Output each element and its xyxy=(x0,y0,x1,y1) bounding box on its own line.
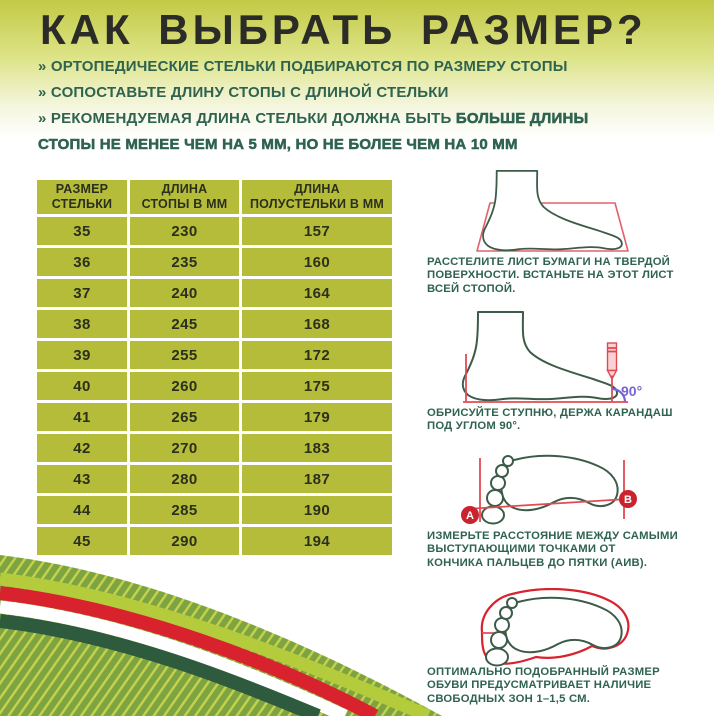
point-b-badge xyxy=(619,490,637,508)
bullet-item-2: » СОПОСТАВЬТЕ ДЛИНУ СТОПЫ С ДЛИНОЙ СТЕЛЬКИ xyxy=(38,84,449,101)
footprint-measure-icon xyxy=(452,452,654,532)
bullet-item-4: СТОПЫ НЕ МЕНЕЕ ЧЕМ НА 5 ММ, НО НЕ БОЛЕЕ ЧЕМ НА 10 ММ xyxy=(38,136,518,153)
table-cell: 42 xyxy=(37,434,127,462)
table-cell: 187 xyxy=(242,465,392,493)
table-cell: 183 xyxy=(242,434,392,462)
table-cell: 160 xyxy=(242,248,392,276)
table-header-foot-length: ДЛИНА СТОПЫ В ММ xyxy=(130,180,239,214)
bullet-item-3-strong: БОЛЬШЕ ДЛИНЫ xyxy=(455,110,589,127)
table-cell: 179 xyxy=(242,403,392,431)
bullet-item-1: » ОРТОПЕДИЧЕСКИЕ СТЕЛЬКИ ПОДБИРАЮТСЯ ПО РАЗМЕРУ СТОПЫ xyxy=(38,58,568,75)
table-cell: 157 xyxy=(242,217,392,245)
step-3-text: ИЗМЕРЬТЕ РАССТОЯНИЕ МЕЖДУ САМЫМИ ВЫСТУПАЮЩИМИ ТОЧКАМИ ОТ КОНЧИКА ПАЛЬЦЕВ ДО ПЯТКИ (АИВ). xyxy=(427,530,678,569)
table-cell: 168 xyxy=(242,310,392,338)
angle-label: 90° xyxy=(621,383,643,399)
bullet-list xyxy=(38,54,698,158)
table-cell: 265 xyxy=(130,403,239,431)
table-cell: 35 xyxy=(37,217,127,245)
decorative-wave xyxy=(0,548,445,716)
footprint-outline xyxy=(486,598,622,666)
bullet-item-3-lead: » РЕКОМЕНДУЕМАЯ ДЛИНА СТЕЛЬКИ ДОЛЖНА БЫТЬ xyxy=(38,110,456,127)
page-title: КАК ВЫБРАТЬ РАЗМЕР? xyxy=(40,6,647,53)
table-cell: 45 xyxy=(37,527,127,555)
table-cell: 38 xyxy=(37,310,127,338)
foot-on-paper-icon xyxy=(460,156,640,256)
step-4-text: ОПТИМАЛЬНО ПОДОБРАННЫЙ РАЗМЕР ОБУВИ ПРЕДУСМАТРИВАЕТ НАЛИЧИЕ СВОБОДНЫХ ЗОН 1–1,5 СМ. xyxy=(427,666,660,705)
table-cell: 245 xyxy=(130,310,239,338)
table-cell: 37 xyxy=(37,279,127,307)
table-cell: 240 xyxy=(130,279,239,307)
table-cell: 164 xyxy=(242,279,392,307)
table-cell: 285 xyxy=(130,496,239,524)
table-cell: 41 xyxy=(37,403,127,431)
table-cell: 280 xyxy=(130,465,239,493)
trace-foot-pencil-icon xyxy=(455,306,655,408)
table-cell: 172 xyxy=(242,341,392,369)
footprint-outline xyxy=(482,456,618,524)
footprint-in-insole-icon xyxy=(450,588,652,670)
step-2-text: ОБРИСУЙТЕ СТУПНЮ, ДЕРЖА КАРАНДАШ ПОД УГЛОМ 90°. xyxy=(427,407,673,433)
table-cell: 175 xyxy=(242,372,392,400)
table-cell: 44 xyxy=(37,496,127,524)
size-table xyxy=(37,180,392,555)
table-header-size: РАЗМЕР СТЕЛЬКИ xyxy=(37,180,127,214)
table-cell: 270 xyxy=(130,434,239,462)
table-cell: 40 xyxy=(37,372,127,400)
bullet-item-3 xyxy=(38,106,698,132)
table-cell: 39 xyxy=(37,341,127,369)
point-a-badge xyxy=(461,506,479,524)
table-cell: 255 xyxy=(130,341,239,369)
table-cell: 290 xyxy=(130,527,239,555)
table-cell: 43 xyxy=(37,465,127,493)
step-1-text: РАССТЕЛИТЕ ЛИСТ БУМАГИ НА ТВЕРДОЙ ПОВЕРХНОСТИ. ВСТАНЬТЕ НА ЭТОТ ЛИСТ ВСЕЙ СТОПОЙ. xyxy=(427,256,674,295)
table-cell: 230 xyxy=(130,217,239,245)
svg-text:В: В xyxy=(624,494,632,506)
table-cell: 36 xyxy=(37,248,127,276)
table-cell: 190 xyxy=(242,496,392,524)
table-cell: 235 xyxy=(130,248,239,276)
table-header-half-insole-length: ДЛИНА ПОЛУСТЕЛЬКИ В ММ xyxy=(242,180,392,214)
table-cell: 260 xyxy=(130,372,239,400)
svg-text:А: А xyxy=(466,510,474,522)
table-cell: 194 xyxy=(242,527,392,555)
